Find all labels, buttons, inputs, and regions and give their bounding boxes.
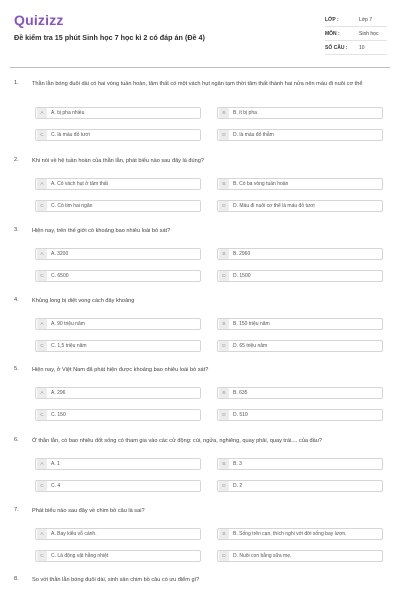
question-number: 1. xyxy=(14,80,19,86)
option-text: D. 510 xyxy=(233,412,248,418)
option-text: D. 1500 xyxy=(233,273,251,279)
option-letter: B xyxy=(219,179,229,189)
option-letter: D xyxy=(219,481,229,491)
worksheet-title: Đề kiểm tra 15 phút Sinh học 7 học kì 2 có đáp án (Đề 4) xyxy=(14,33,205,42)
option-text: D. 65 triệu năm xyxy=(233,343,268,349)
option-a[interactable] xyxy=(35,248,201,260)
option-d[interactable] xyxy=(217,409,383,421)
option-letter: B xyxy=(219,249,229,259)
header-divider xyxy=(10,67,390,68)
question-text: Ở thằn lằn, có bao nhiêu đốt sống có tham gia vào các cử động: cúi, ngửa, nghiêng, quay phải, quay trái.... của đầu? xyxy=(32,438,322,444)
option-c[interactable] xyxy=(35,270,201,282)
option-letter: A xyxy=(37,529,47,539)
option-letter: D xyxy=(219,551,229,561)
question-text: Thằn lằn bóng đuôi dài có hai vòng tuần hoàn, tâm thất có một vách hụt ngăn tạm thời tâm thất thành hai nửa nên máu đi nuôi cơ thể xyxy=(32,81,363,87)
option-text: A. Có vách hụt ở tâm thất xyxy=(51,181,108,187)
option-letter: D xyxy=(219,130,229,140)
option-text: C. Là động vật hằng nhiệt xyxy=(51,553,109,559)
option-letter: D xyxy=(219,201,229,211)
option-letter: A xyxy=(37,388,47,398)
meta-key: LỚP : xyxy=(325,16,339,23)
option-letter: C xyxy=(37,201,47,211)
option-c[interactable] xyxy=(35,129,201,141)
option-text: B. 635 xyxy=(233,390,248,396)
option-text: A. 1 xyxy=(51,461,60,467)
option-d[interactable] xyxy=(217,550,383,562)
option-a[interactable] xyxy=(35,528,201,540)
option-letter: A xyxy=(37,108,47,118)
option-letter: A xyxy=(37,249,47,259)
option-d[interactable] xyxy=(217,200,383,212)
meta-value: Sinh học xyxy=(359,30,379,37)
option-text: A. 3200 xyxy=(51,251,69,257)
option-a[interactable] xyxy=(35,318,201,330)
option-text: B. 2960 xyxy=(233,251,251,257)
option-text: D. 2 xyxy=(233,483,243,489)
meta-key: MÔN : xyxy=(325,30,340,37)
option-text: C. là máu đỏ tươi xyxy=(51,132,90,138)
option-letter: D xyxy=(219,341,229,351)
option-letter: B xyxy=(219,529,229,539)
option-a[interactable] xyxy=(35,458,201,470)
option-d[interactable] xyxy=(217,340,383,352)
option-text: D. là máu đỏ thẫm xyxy=(233,132,274,138)
option-letter: A xyxy=(37,319,47,329)
worksheet-meta-table xyxy=(325,13,387,55)
question-number: 8. xyxy=(14,576,19,582)
worksheet-header xyxy=(0,0,400,72)
option-text: A. Bay kiểu vỗ cánh. xyxy=(51,531,97,537)
question-text: Khủng long bị diệt vong cách đây khoảng xyxy=(32,298,135,304)
option-c[interactable] xyxy=(35,409,201,421)
meta-row-question-count xyxy=(325,41,387,55)
option-letter: B xyxy=(219,319,229,329)
option-c[interactable] xyxy=(35,340,201,352)
option-text: C. 1,5 triệu năm xyxy=(51,343,87,349)
option-c[interactable] xyxy=(35,200,201,212)
option-letter: C xyxy=(37,341,47,351)
option-text: B. 3 xyxy=(233,461,242,467)
question-number: 6. xyxy=(14,437,19,443)
question-text: Hiện nay, trên thế giới có khoảng bao nhiêu loài bò sát? xyxy=(32,228,171,234)
option-text: C. 4 xyxy=(51,483,61,489)
option-b[interactable] xyxy=(217,178,383,190)
option-d[interactable] xyxy=(217,270,383,282)
option-letter: C xyxy=(37,271,47,281)
option-letter: B xyxy=(219,108,229,118)
option-text: D. Máu đi nuôi cơ thể là máu đỏ tươi xyxy=(233,203,315,209)
option-text: D. Nuôi con bằng sữa mẹ. xyxy=(233,553,292,559)
option-b[interactable] xyxy=(217,248,383,260)
question-text: Phát biểu nào sau đây về chim bồ câu là sai? xyxy=(32,508,145,514)
option-b[interactable] xyxy=(217,318,383,330)
option-b[interactable] xyxy=(217,107,383,119)
option-text: C. Có tim hai ngăn xyxy=(51,203,93,209)
option-letter: A xyxy=(37,459,47,469)
option-b[interactable] xyxy=(217,387,383,399)
option-c[interactable] xyxy=(35,480,201,492)
option-letter: A xyxy=(37,179,47,189)
option-letter: B xyxy=(219,459,229,469)
option-letter: D xyxy=(219,410,229,420)
option-a[interactable] xyxy=(35,107,201,119)
option-d[interactable] xyxy=(217,129,383,141)
quizizz-logo: Quizizz xyxy=(14,12,64,28)
question-number: 4. xyxy=(14,297,19,303)
option-d[interactable] xyxy=(217,480,383,492)
question-text: Hiện nay, ở Việt Nam đã phát hiện được khoảng bao nhiêu loài bò sát? xyxy=(32,367,209,373)
option-letter: C xyxy=(37,551,47,561)
option-c[interactable] xyxy=(35,550,201,562)
question-text: So với thằn lằn bóng đuôi dài, sinh sản chim bồ câu có ưu điểm gì? xyxy=(32,577,200,583)
meta-value: 10 xyxy=(359,44,365,51)
question-number: 3. xyxy=(14,227,19,233)
question-number: 7. xyxy=(14,507,19,513)
option-text: B. ít bị pha xyxy=(233,110,257,116)
option-b[interactable] xyxy=(217,458,383,470)
meta-key: SỐ CÂU : xyxy=(325,44,348,51)
meta-row-class xyxy=(325,13,387,27)
option-letter: C xyxy=(37,410,47,420)
option-text: B. 150 triệu năm xyxy=(233,321,270,327)
option-text: C. 150 xyxy=(51,412,66,418)
option-a[interactable] xyxy=(35,387,201,399)
option-letter: D xyxy=(219,271,229,281)
option-text: A. bị pha nhiều xyxy=(51,110,85,116)
question-number: 2. xyxy=(14,157,19,163)
option-text: A. 296 xyxy=(51,390,66,396)
option-text: A. 90 triệu năm xyxy=(51,321,85,327)
option-b[interactable] xyxy=(217,528,383,540)
question-number: 5. xyxy=(14,366,19,372)
option-a[interactable] xyxy=(35,178,201,190)
meta-value: Lớp 7 xyxy=(359,16,373,23)
option-letter: C xyxy=(37,481,47,491)
question-text: Khi nói về hệ tuần hoàn của thằn lằn, phát biểu nào sau đây là đúng? xyxy=(32,158,204,164)
option-letter: B xyxy=(219,388,229,398)
option-text: B. Sống trên cạn, thích nghi với đời sống bay lượn. xyxy=(233,531,347,537)
option-text: C. 6500 xyxy=(51,273,69,279)
option-letter: C xyxy=(37,130,47,140)
meta-row-subject xyxy=(325,27,387,41)
option-text: B. Có ba vòng tuần hoàn xyxy=(233,181,289,187)
